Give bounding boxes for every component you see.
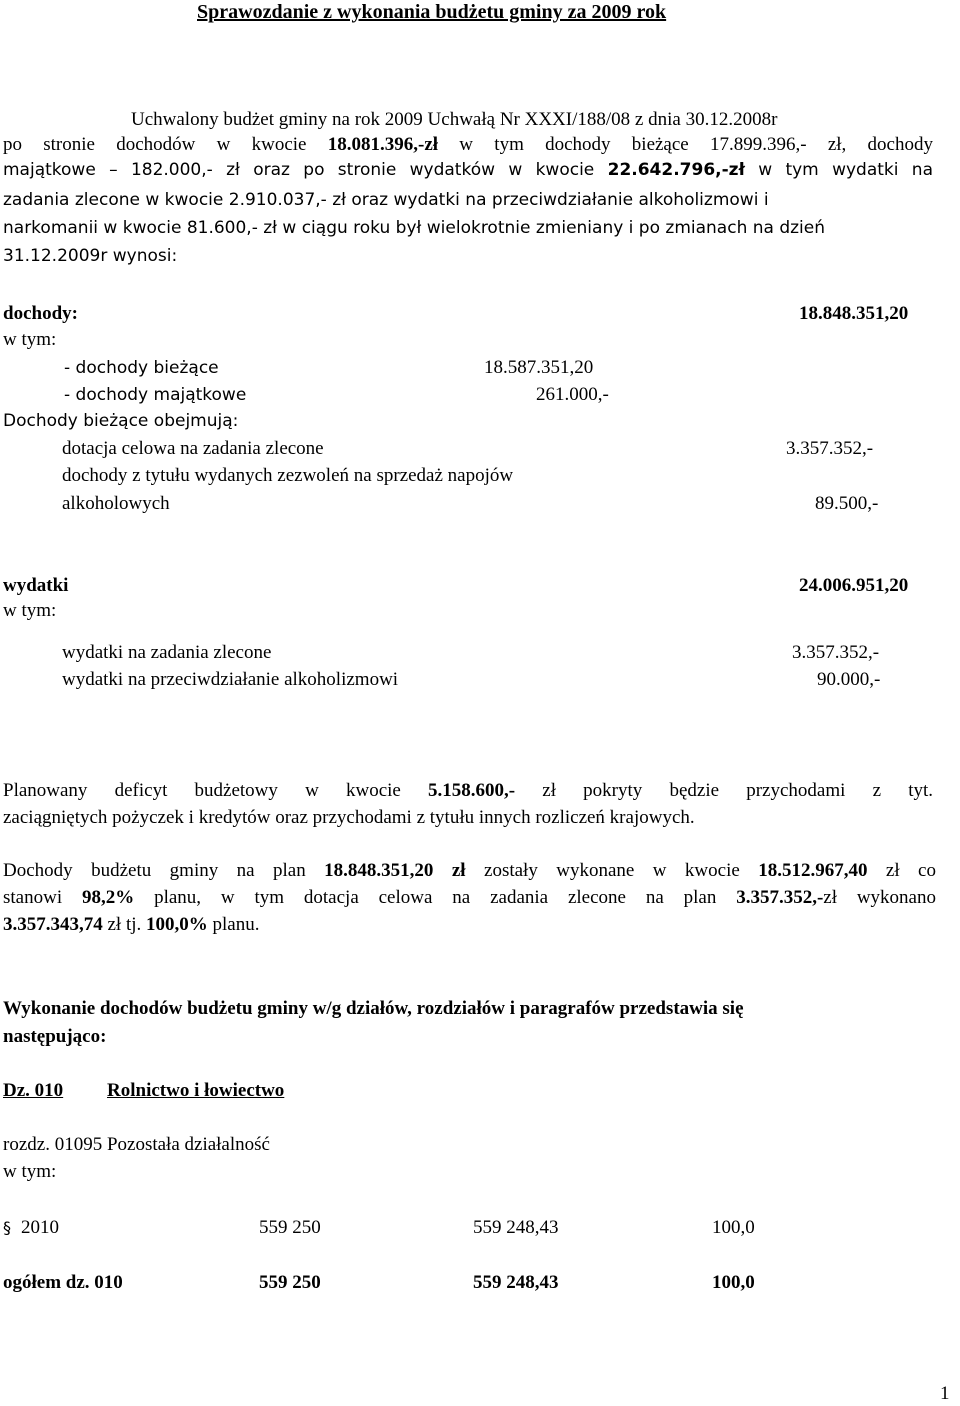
row-executed: 559 248,43	[473, 1217, 559, 1238]
income-w-tym: w tym:	[3, 329, 57, 350]
intro-line-3: majątkowe – 182.000,- zł oraz po stronie wydatków w kwocie 22.642.796,-zł w tym wydatki na	[3, 160, 933, 180]
expenses-commissioned-value: 3.357.352,-	[792, 642, 880, 663]
subsection-label: rozdz. 01095 Pozostała działalność	[3, 1134, 270, 1155]
expenses-w-tym: w tym:	[3, 600, 57, 621]
expenses-value: 24.006.951,20	[799, 575, 909, 596]
total-percent: 100,0	[712, 1272, 755, 1293]
execution-line-1: Dochody budżetu gminy na plan 18.848.351,20 zł zostały wykonane w kwocie 18.512.967,40 zł co	[3, 860, 936, 881]
deficit-line-1: Planowany deficyt budżetowy w kwocie 5.158.600,- zł pokryty będzie przychodami z tyt.	[3, 780, 933, 801]
income-permits-value: 89.500,-	[815, 493, 879, 514]
intro-line-1: Uchwalony budżet gminy na rok 2009 Uchwałą Nr XXXI/188/08 z dnia 30.12.2008r	[131, 109, 778, 130]
breakdown-heading-2: następująco:	[3, 1026, 107, 1047]
row-plan: 559 250	[259, 1217, 321, 1238]
execution-line-3: 3.357.343,74 zł tj. 100,0% planu.	[3, 914, 260, 935]
deficit-line-2: zaciągniętych pożyczek i kredytów oraz przychodami z tytułu innych rozliczeń krajowych.	[3, 807, 695, 828]
income-property-value: 261.000,-	[536, 384, 609, 405]
income-value: 18.848.351,20	[799, 303, 909, 324]
income-label: dochody:	[3, 303, 78, 324]
intro-line-6: 31.12.2009r wynosi:	[3, 246, 178, 266]
row-paragraph: 2010	[21, 1217, 59, 1238]
paragraph-icon: §	[3, 1218, 11, 1237]
row-percent: 100,0	[712, 1217, 755, 1238]
section-name: Rolnictwo i łowiectwo	[107, 1080, 285, 1101]
page-number: 1	[940, 1383, 950, 1404]
expenses-label: wydatki	[3, 575, 69, 596]
income-permits-label-2: alkoholowych	[62, 493, 170, 514]
execution-line-2: stanowi 98,2% planu, w tym dotacja celowa na zadania zlecone na plan 3.357.352,-zł wykonano	[3, 887, 936, 908]
income-current-label: - dochody bieżące	[64, 358, 219, 378]
total-plan: 559 250	[259, 1272, 321, 1293]
page-title: Sprawozdanie z wykonania budżetu gminy za 2009 rok	[197, 1, 667, 23]
breakdown-heading-1: Wykonanie dochodów budżetu gminy w/g działów, rozdziałów i paragrafów przedstawia się	[3, 998, 744, 1019]
intro-line-2: po stronie dochodów w kwocie 18.081.396,-zł w tym dochody bieżące 17.899.396,- zł, dochody	[3, 134, 933, 155]
subsection-w-tym: w tym:	[3, 1161, 57, 1182]
expenses-alcohol-label: wydatki na przeciwdziałanie alkoholizmowi	[62, 669, 399, 690]
expenses-commissioned-label: wydatki na zadania zlecone	[62, 642, 272, 663]
income-property-label: - dochody majątkowe	[64, 385, 247, 405]
section-code: Dz. 010	[3, 1080, 64, 1101]
total-label: ogółem dz. 010	[3, 1272, 123, 1293]
income-permits-label-1: dochody z tytułu wydanych zezwoleń na sprzedaż napojów	[62, 465, 514, 486]
income-includes-label: Dochody bieżące obejmują:	[3, 411, 239, 431]
intro-line-5: narkomanii w kwocie 81.600,- zł w ciągu roku był wielokrotnie zmieniany i po zmianach na dzień	[3, 218, 826, 238]
income-subsidy-label: dotacja celowa na zadania zlecone	[62, 438, 324, 459]
expenses-alcohol-value: 90.000,-	[817, 669, 881, 690]
income-current-value: 18.587.351,20	[484, 357, 594, 378]
total-executed: 559 248,43	[473, 1272, 559, 1293]
intro-line-4: zadania zlecone w kwocie 2.910.037,- zł oraz wydatki na przeciwdziałanie alkoholizmowi i	[3, 190, 769, 210]
income-subsidy-value: 3.357.352,-	[786, 438, 874, 459]
